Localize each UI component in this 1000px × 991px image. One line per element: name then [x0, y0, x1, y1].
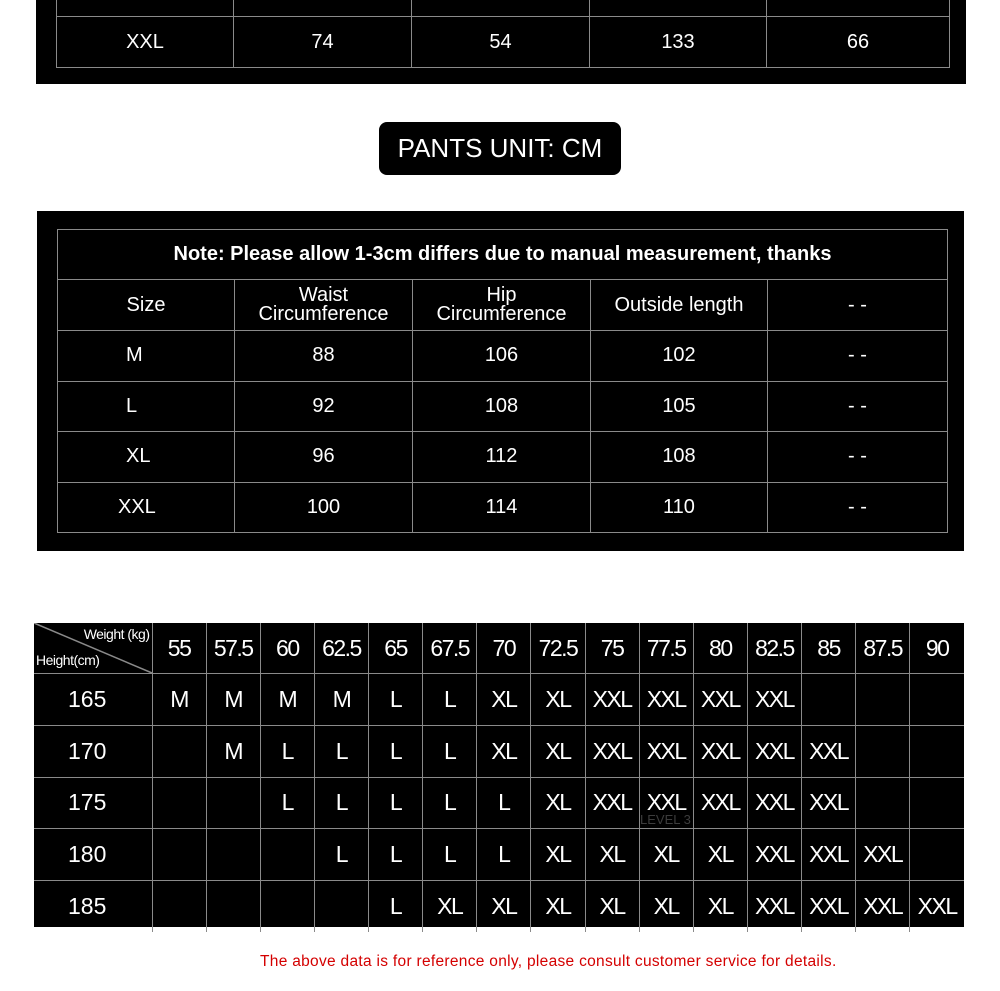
size-recommendation-cell: XXL — [802, 881, 856, 932]
table-row — [58, 331, 948, 382]
table-cell: - - — [768, 482, 948, 533]
height-axis-label: Height(cm) — [36, 652, 100, 668]
size-recommendation-cell: L — [314, 777, 368, 829]
size-guide-panel — [34, 623, 964, 927]
table-cell: 112 — [413, 432, 591, 483]
pants-table-panel — [37, 211, 964, 551]
weight-header-cell: 90 — [910, 623, 964, 674]
size-recommendation-cell: XXL — [910, 881, 964, 932]
size-recommendation-cell: XXL — [747, 725, 801, 777]
size-recommendation-cell — [152, 725, 206, 777]
size-recommendation-cell: XXL — [747, 881, 801, 932]
table-cell: 54 — [412, 17, 590, 68]
corner-header — [34, 623, 152, 674]
reference-footnote: The above data is for reference only, please consult customer service for details. — [260, 953, 837, 970]
column-header: Outside length — [591, 280, 768, 331]
table-cell: 100 — [235, 482, 413, 533]
size-recommendation-cell — [206, 881, 260, 932]
top-size-table-panel — [36, 0, 966, 84]
column-header: - - — [768, 280, 948, 331]
size-recommendation-cell — [152, 829, 206, 881]
measurement-note: Note: Please allow 1-3cm differs due to manual measurement, thanks — [58, 230, 948, 280]
size-recommendation-cell: XXL — [585, 674, 639, 726]
weight-header-cell: 87.5 — [856, 623, 910, 674]
column-header: Waist Circumference — [235, 280, 413, 331]
size-recommendation-cell: L — [369, 881, 423, 932]
size-recommendation-cell: XXL — [693, 725, 747, 777]
size-recommendation-cell: L — [369, 674, 423, 726]
size-recommendation-cell — [152, 881, 206, 932]
size-recommendation-cell: XXL — [639, 674, 693, 726]
height-row — [34, 777, 964, 829]
table-cell: - - — [768, 381, 948, 432]
size-recommendation-cell: L — [423, 674, 477, 726]
size-recommendation-cell: L — [369, 829, 423, 881]
table-cell: - - — [768, 432, 948, 483]
size-recommendation-cell — [910, 777, 964, 829]
table-cell: 108 — [591, 432, 768, 483]
table-cell: 88 — [235, 331, 413, 382]
size-recommendation-cell: XL — [531, 829, 585, 881]
table-cell: 102 — [591, 331, 768, 382]
table-row — [58, 482, 948, 533]
size-recommendation-cell: L — [477, 829, 531, 881]
size-recommendation-cell — [856, 725, 910, 777]
size-recommendation-cell: XXL — [585, 777, 639, 829]
size-recommendation-cell: XL — [585, 881, 639, 932]
pants-unit-badge: PANTS UNIT: CM — [379, 122, 621, 175]
size-recommendation-cell: L — [369, 777, 423, 829]
table-row — [57, 17, 950, 68]
size-recommendation-cell: L — [314, 829, 368, 881]
table-cell: 114 — [413, 482, 591, 533]
height-row — [34, 829, 964, 881]
size-recommendation-cell: XXL — [747, 829, 801, 881]
size-recommendation-cell: XXL — [802, 829, 856, 881]
table-cell: 105 — [591, 381, 768, 432]
size-recommendation-cell: XL — [639, 829, 693, 881]
size-recommendation-cell: L — [314, 725, 368, 777]
size-recommendation-cell: XXL — [693, 674, 747, 726]
size-recommendation-cell: L — [260, 777, 314, 829]
size-recommendation-cell: XL — [531, 881, 585, 932]
size-guide-table — [34, 623, 964, 932]
size-recommendation-cell — [260, 881, 314, 932]
size-recommendation-cell: XXL — [856, 829, 910, 881]
watermark: LEVEL 3 — [640, 812, 691, 827]
top-size-table — [56, 0, 950, 68]
size-recommendation-cell: XL — [693, 829, 747, 881]
size-recommendation-cell: XXL — [856, 881, 910, 932]
size-recommendation-cell: XL — [477, 881, 531, 932]
size-recommendation-cell: XXL — [802, 725, 856, 777]
height-row — [34, 881, 964, 932]
size-recommendation-cell: M — [206, 674, 260, 726]
table-note-row — [58, 230, 948, 280]
height-cell: 175 — [34, 777, 152, 829]
size-recommendation-cell: L — [477, 777, 531, 829]
size-recommendation-cell: M — [314, 674, 368, 726]
height-row — [34, 725, 964, 777]
size-cell: M — [58, 331, 235, 382]
size-recommendation-cell: XXL — [639, 777, 693, 829]
size-recommendation-cell: XL — [423, 881, 477, 932]
size-recommendation-cell: L — [423, 777, 477, 829]
size-recommendation-cell — [856, 674, 910, 726]
height-cell: 185 — [34, 881, 152, 932]
table-row — [58, 432, 948, 483]
weight-header-row — [34, 623, 964, 674]
size-recommendation-cell: XL — [639, 881, 693, 932]
size-recommendation-cell: L — [423, 725, 477, 777]
size-recommendation-cell — [910, 725, 964, 777]
weight-header-cell: 82.5 — [747, 623, 801, 674]
size-recommendation-cell: XL — [531, 725, 585, 777]
size-recommendation-cell: XXL — [802, 777, 856, 829]
table-cell: 66 — [767, 17, 950, 68]
height-cell: 170 — [34, 725, 152, 777]
weight-axis-label: Weight (kg) — [83, 626, 150, 642]
pants-size-table — [57, 229, 948, 533]
size-recommendation-cell: M — [260, 674, 314, 726]
height-cell: 165 — [34, 674, 152, 726]
size-recommendation-cell: XXL — [747, 777, 801, 829]
size-recommendation-cell: XL — [477, 674, 531, 726]
size-recommendation-cell: XL — [531, 777, 585, 829]
size-recommendation-cell: XXL — [747, 674, 801, 726]
size-recommendation-cell — [152, 777, 206, 829]
weight-header-cell: 75 — [585, 623, 639, 674]
weight-header-cell: 62.5 — [314, 623, 368, 674]
weight-header-cell: 80 — [693, 623, 747, 674]
height-row — [34, 674, 964, 726]
table-cell: 106 — [413, 331, 591, 382]
size-recommendation-cell: M — [206, 725, 260, 777]
column-header: Hip Circumference — [413, 280, 591, 331]
height-cell: 180 — [34, 829, 152, 881]
weight-header-cell: 77.5 — [639, 623, 693, 674]
table-cell: 133 — [590, 17, 767, 68]
table-header-row — [58, 280, 948, 331]
size-recommendation-cell: XXL — [693, 777, 747, 829]
size-recommendation-cell: XL — [477, 725, 531, 777]
table-cell: 74 — [234, 17, 412, 68]
table-row — [58, 381, 948, 432]
size-cell: XXL — [58, 482, 235, 533]
size-cell: XL — [58, 432, 235, 483]
size-recommendation-cell: L — [260, 725, 314, 777]
table-cell: - - — [768, 331, 948, 382]
weight-header-cell: 70 — [477, 623, 531, 674]
size-recommendation-cell — [856, 777, 910, 829]
weight-header-cell: 72.5 — [531, 623, 585, 674]
weight-header-cell: 60 — [260, 623, 314, 674]
size-recommendation-cell — [910, 674, 964, 726]
size-recommendation-cell — [314, 881, 368, 932]
size-recommendation-cell: XL — [531, 674, 585, 726]
table-row — [57, 0, 950, 17]
weight-header-cell: 67.5 — [423, 623, 477, 674]
weight-header-cell: 85 — [802, 623, 856, 674]
size-recommendation-cell: XXL — [639, 725, 693, 777]
weight-header-cell: 65 — [369, 623, 423, 674]
size-cell: L — [58, 381, 235, 432]
size-recommendation-cell — [260, 829, 314, 881]
size-recommendation-cell: L — [423, 829, 477, 881]
table-cell: 92 — [235, 381, 413, 432]
table-cell: 96 — [235, 432, 413, 483]
size-recommendation-cell: XL — [693, 881, 747, 932]
size-recommendation-cell — [206, 829, 260, 881]
weight-header-cell: 57.5 — [206, 623, 260, 674]
weight-header-cell: 55 — [152, 623, 206, 674]
size-recommendation-cell: M — [152, 674, 206, 726]
column-header: Size — [58, 280, 235, 331]
table-cell: 110 — [591, 482, 768, 533]
size-recommendation-cell — [910, 829, 964, 881]
table-cell: XXL — [57, 17, 234, 68]
size-recommendation-cell — [206, 777, 260, 829]
size-recommendation-cell: XL — [585, 829, 639, 881]
size-recommendation-cell: XXL — [585, 725, 639, 777]
size-recommendation-cell: L — [369, 725, 423, 777]
size-recommendation-cell — [802, 674, 856, 726]
table-cell: 108 — [413, 381, 591, 432]
